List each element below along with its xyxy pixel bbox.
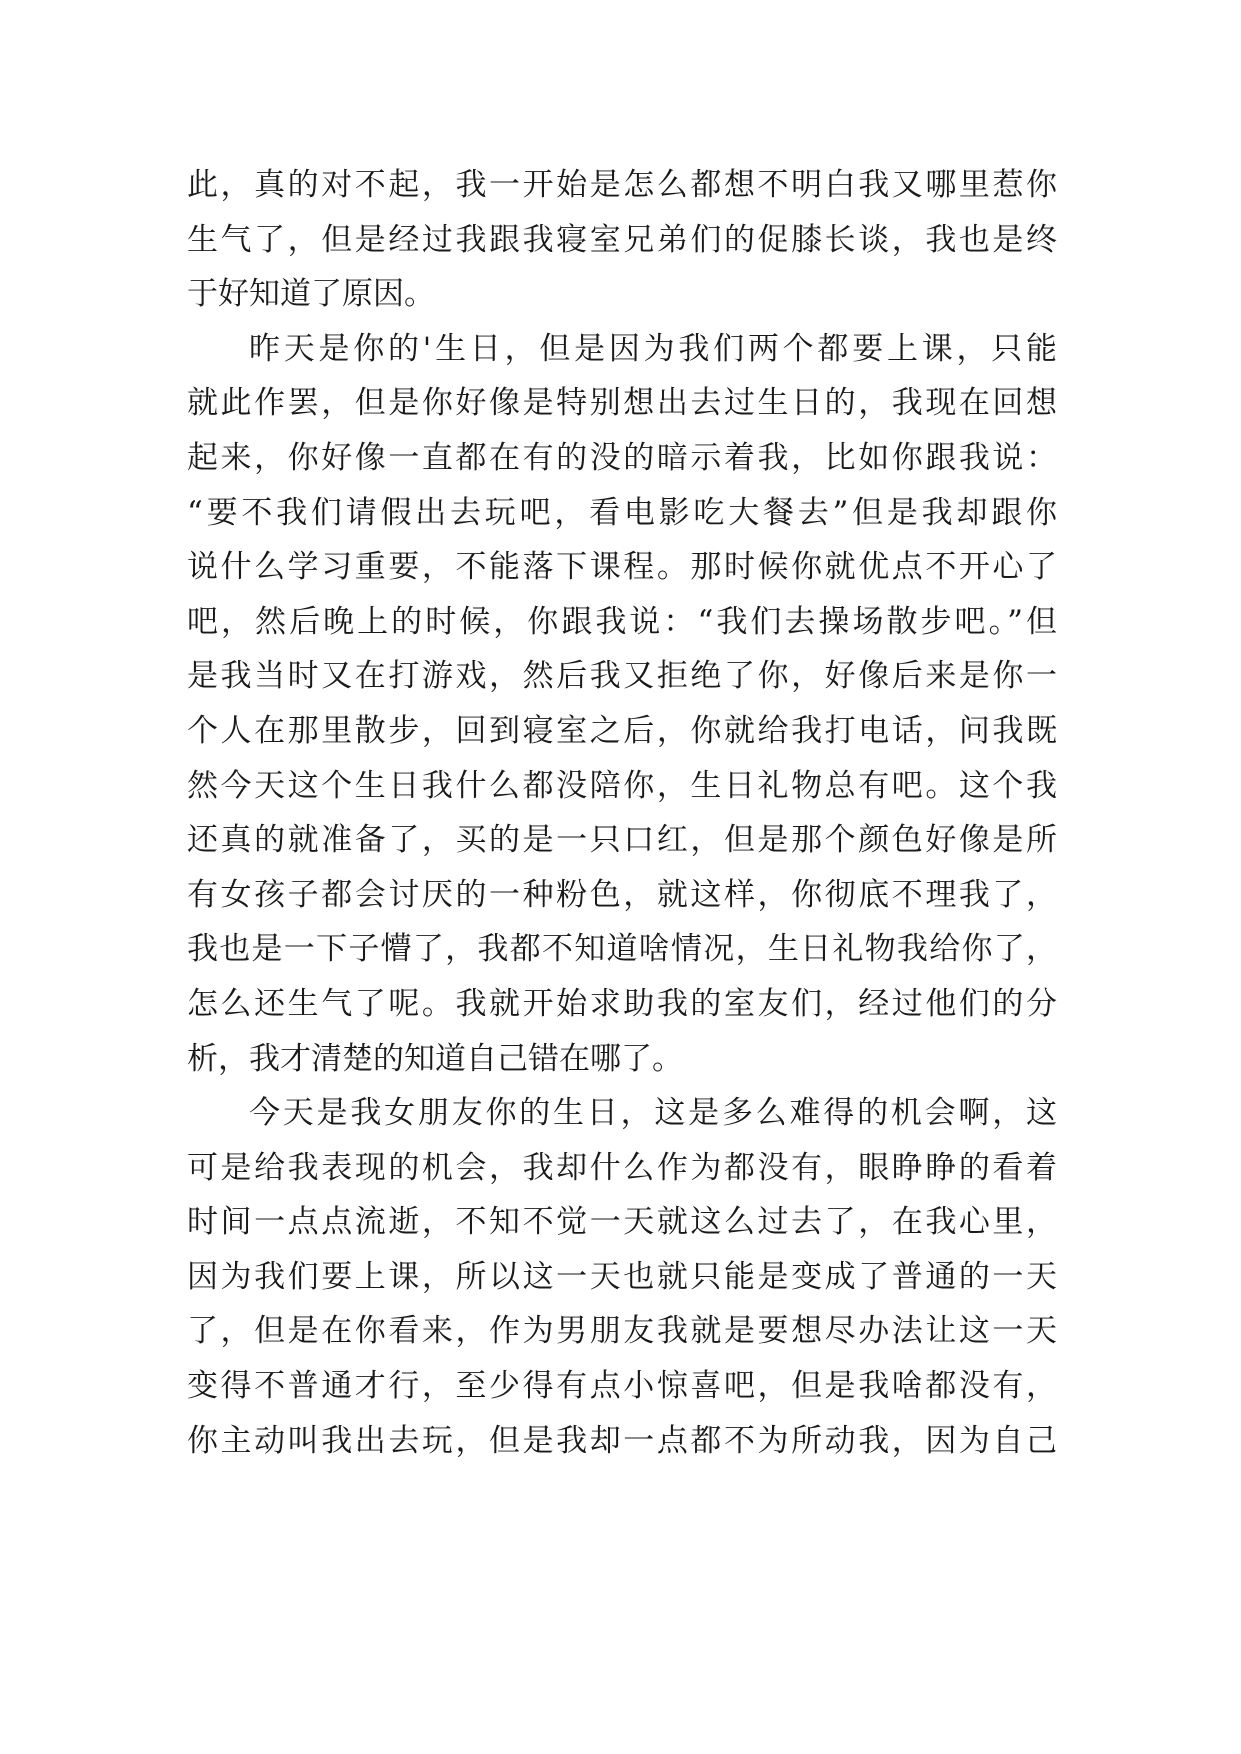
text-line: 今天是我女朋友你的生日，这是多么难得的机会啊，这 [249, 1095, 1057, 1132]
text-line: 我也是一下子懵了，我都不知道啥情况，生日礼物我给你了， [187, 931, 1057, 968]
text-line: 了，但是在你看来，作为男朋友我就是要想尽办法让这一天 [187, 1313, 1057, 1350]
body-text [187, 158, 1057, 1468]
text-line: 就此作罢，但是你好像是特别想出去过生日的，我现在回想 [187, 385, 1057, 422]
text-line: 时间一点点流逝，不知不觉一天就这么过去了，在我心里， [187, 1204, 1057, 1241]
text-line: 于好知道了原因。 [187, 276, 435, 313]
text-line: 昨天是你的'生日，但是因为我们两个都要上课，只能 [249, 330, 1057, 367]
text-line: 然今天这个生日我什么都没陪你，生日礼物总有吧。这个我 [187, 767, 1057, 804]
text-line: 个人在那里散步，回到寝室之后，你就给我打电话，问我既 [187, 712, 1057, 749]
text-line: 有女孩子都会讨厌的一种粉色，就这样，你彻底不理我了， [187, 876, 1057, 913]
text-line: 析，我才清楚的知道自己错在哪了。 [187, 1040, 683, 1077]
text-line: 起来，你好像一直都在有的没的暗示着我，比如你跟我说： [187, 439, 1057, 476]
text-line: 是我当时又在打游戏，然后我又拒绝了你，好像后来是你一 [187, 658, 1057, 695]
text-line: 怎么还生气了呢。我就开始求助我的室友们，经过他们的分 [187, 985, 1057, 1022]
text-line: 还真的就准备了，买的是一只口红，但是那个颜色好像是所 [187, 822, 1057, 859]
text-line: 可是给我表现的机会，我却什么作为都没有，眼睁睁的看着 [187, 1149, 1057, 1186]
text-line: “要不我们请假出去玩吧，看电影吃大餐去”但是我却跟你 [187, 494, 1057, 531]
text-line: 你主动叫我出去玩，但是我却一点都不为所动我，因为自己 [187, 1422, 1057, 1459]
text-line: 吧，然后晚上的时候，你跟我说：“我们去操场散步吧。”但 [187, 603, 1057, 640]
text-line: 说什么学习重要，不能落下课程。那时候你就优点不开心了 [187, 549, 1057, 586]
text-line: 此，真的对不起，我一开始是怎么都想不明白我又哪里惹你 [187, 167, 1057, 203]
text-line: 因为我们要上课，所以这一天也就只能是变成了普通的一天 [187, 1258, 1057, 1295]
text-line: 生气了，但是经过我跟我寝室兄弟们的促膝长谈，我也是终 [187, 221, 1057, 258]
text-line: 变得不普通才行，至少得有点小惊喜吧，但是我啥都没有， [187, 1368, 1057, 1405]
